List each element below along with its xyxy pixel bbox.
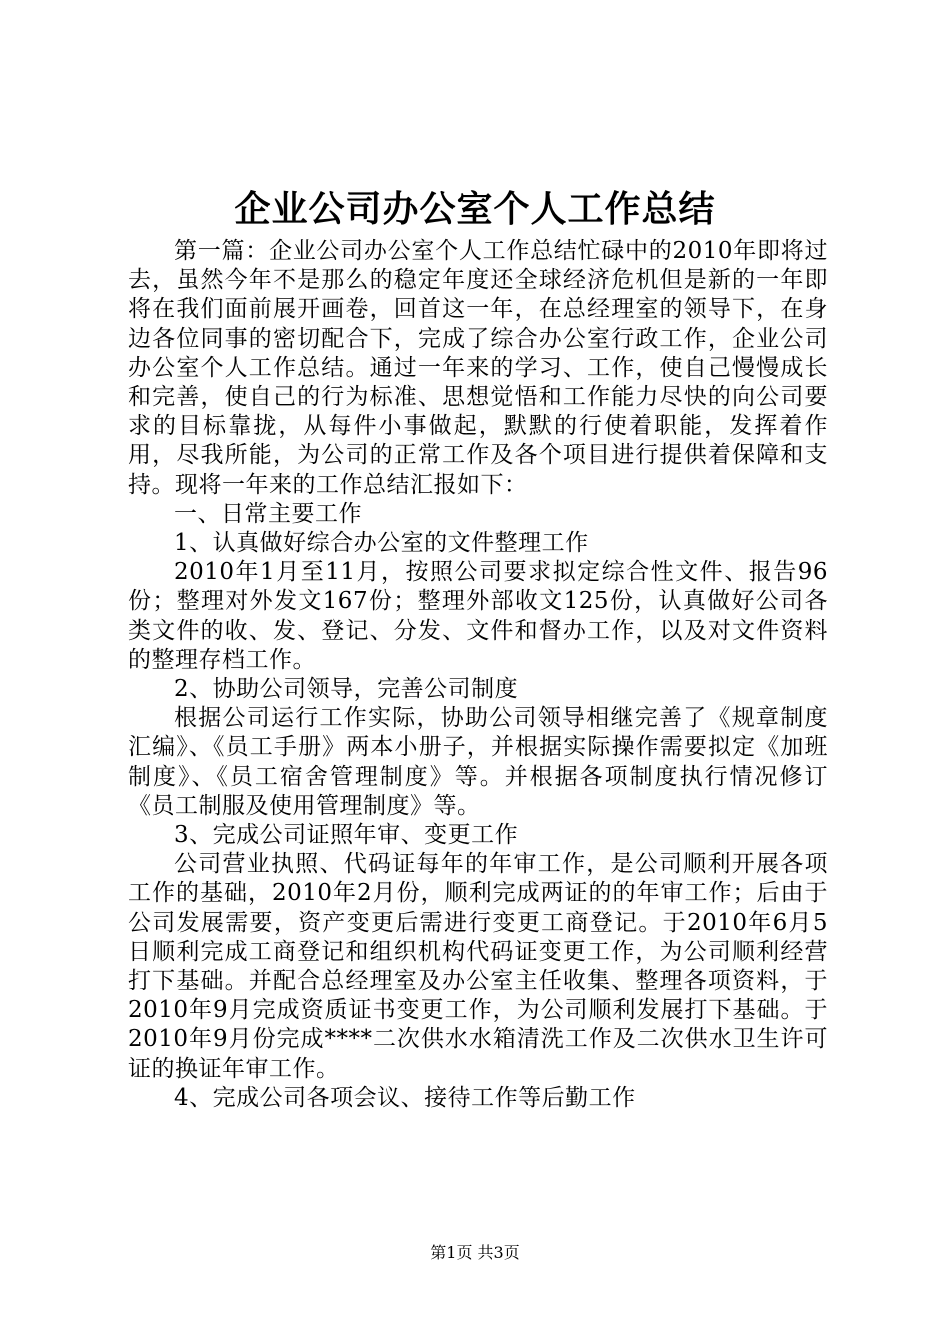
subsection-heading: 3、完成公司证照年审、变更工作 (174, 822, 519, 849)
paragraph: 公司营业执照、代码证每年的年审工作，是公司顺利开展各项工作的基础，2010年2月份，顺利完成两证的的年审工作；后由于公司发展需要，资产变更后需进行变更工商登记。于2010年6月5日顺利完成工商登记和组织机构代码证变更工作，为公司顺利经营打下基础。并配合总经理室及办公室主任收集、整理各项资料，于2010年9月完成资质证书变更工作，为公司顺利发展打下基础。于2010年9月份完成****二次供水水箱清洗工作及二次供水卫生许可证的换证年审工作。 (128, 851, 828, 1082)
paragraph: 根据公司运行工作实际，协助公司领导相继完善了《规章制度汇编》、《员工手册》两本小册子，并根据实际操作需要拟定《加班制度》、《员工宿舍管理制度》等。并根据各项制度执行情况修订《员工制服及使用管理制度》等。 (128, 705, 828, 819)
subsection-heading: 1、认真做好综合办公室的文件整理工作 (174, 530, 589, 557)
paragraph: 第一篇：企业公司办公室个人工作总结忙碌中的2010年即将过去，虽然今年不是那么的稳定年度还全球经济危机但是新的一年即将在我们面前展开画卷，回首这一年，在总经理室的领导下，在身边各位同事的密切配合下，完成了综合办公室行政工作，企业公司办公室个人工作总结。通过一年来的学习、工作，使自己慢慢成长和完善，使自己的行为标准、思想觉悟和工作能力尽快的向公司要求的目标靠拢，从每件小事做起，默默的行使着职能，发挥着作用，尽我所能，为公司的正常工作及各个项目进行提供着保障和支持。现将一年来的工作总结汇报如下： (128, 238, 828, 498)
document-body (128, 237, 828, 1113)
section-heading: 一、日常主要工作 (174, 500, 362, 527)
subsection-heading: 4、完成公司各项会议、接待工作等后勤工作 (174, 1084, 636, 1111)
subsection-heading: 2、协助公司领导，完善公司制度 (174, 676, 519, 703)
paragraph: 2010年1月至11月，按照公司要求拟定综合性文件、报告96份；整理对外发文167份；整理外部收文125份，认真做好公司各类文件的收、发、登记、分发、文件和督办工作，以及对文件资料的整理存档工作。 (128, 559, 828, 673)
page-footer: 第1页 共3页 (430, 1243, 520, 1262)
document-title: 企业公司办公室个人工作总结 (234, 188, 716, 230)
